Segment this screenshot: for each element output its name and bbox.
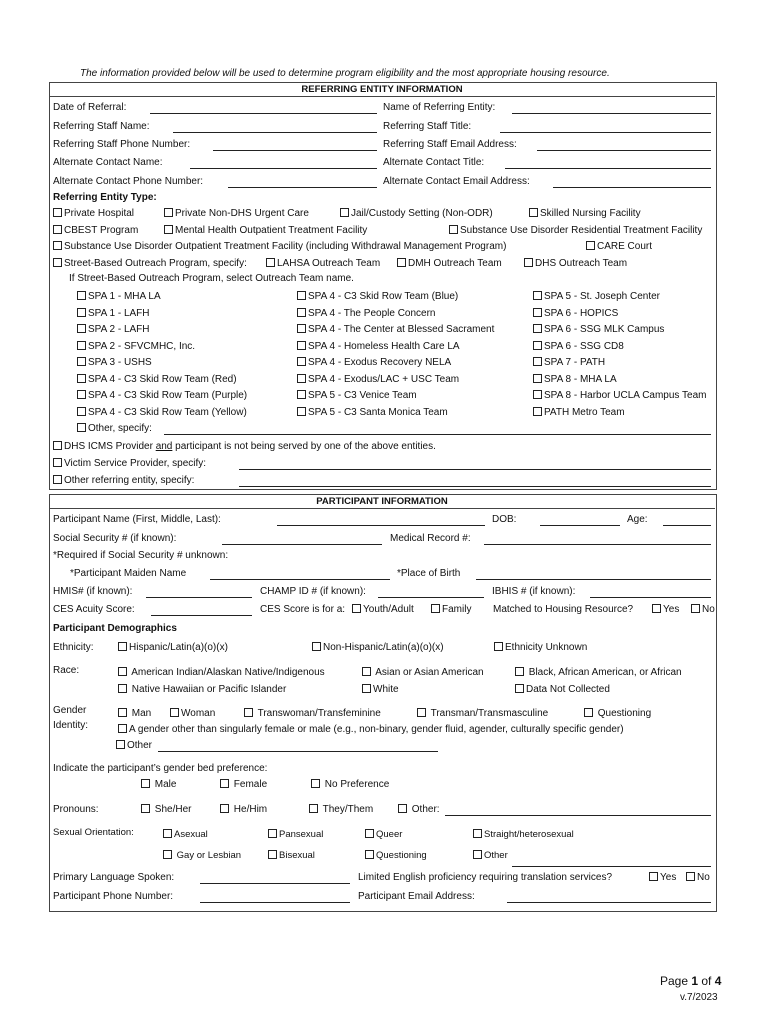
- bed-pref-male[interactable]: Male: [141, 779, 176, 791]
- alt-name-label: Alternate Contact Name:: [53, 157, 163, 168]
- checkbox[interactable]: [524, 258, 533, 267]
- orientation-asexual[interactable]: Asexual: [163, 829, 208, 841]
- entity-type-label: Referring Entity Type:: [53, 192, 157, 203]
- bed-pref-none[interactable]: No Preference: [311, 779, 389, 791]
- hmis-field[interactable]: [146, 597, 252, 598]
- participant-phone-label: Participant Phone Number:: [53, 891, 174, 902]
- date-of-referral-label: Date of Referral:: [53, 102, 127, 113]
- checkbox[interactable]: [397, 258, 406, 267]
- checkbox[interactable]: [77, 291, 86, 300]
- checkbox[interactable]: [53, 458, 62, 467]
- team-col2-1[interactable]: SPA 4 - The People Concern: [297, 308, 436, 320]
- staff-name-field[interactable]: [173, 132, 377, 133]
- youth-adult-option[interactable]: Youth/Adult: [352, 604, 414, 616]
- ethnicity-hispanic[interactable]: Hispanic/Latin(a)(o)(x): [118, 642, 228, 654]
- checkbox[interactable]: [584, 708, 593, 717]
- checkbox[interactable]: [53, 241, 62, 250]
- primary-language-field[interactable]: [200, 883, 350, 884]
- team-col3-0[interactable]: SPA 5 - St. Joseph Center: [533, 291, 660, 303]
- mental-health-option[interactable]: Mental Health Outpatient Treatment Facility: [164, 225, 367, 237]
- team-col3-5[interactable]: SPA 8 - MHA LA: [533, 374, 617, 386]
- dmh-option[interactable]: DMH Outreach Team: [397, 258, 502, 270]
- participant-header: PARTICIPANT INFORMATION: [49, 494, 715, 509]
- checkbox[interactable]: [163, 850, 172, 859]
- checkbox[interactable]: [362, 684, 371, 693]
- orientation-gay-lesbian[interactable]: Gay or Lesbian: [163, 850, 241, 862]
- primary-language-label: Primary Language Spoken:: [53, 872, 175, 883]
- checkbox[interactable]: [141, 779, 150, 788]
- victim-service-field[interactable]: [239, 469, 711, 470]
- team-col3-7[interactable]: PATH Metro Team: [533, 407, 625, 419]
- champ-field[interactable]: [378, 597, 484, 598]
- team-col1-3[interactable]: SPA 2 - SFVCMHC, Inc.: [77, 341, 195, 353]
- pronoun-he[interactable]: He/Him: [220, 804, 267, 816]
- dhs-icms-option[interactable]: DHS ICMS Provider and participant is not being served by one of the above entities.: [53, 441, 436, 453]
- demographics-title: Participant Demographics: [53, 623, 177, 634]
- gender-questioning[interactable]: Questioning: [584, 708, 651, 720]
- gender-other-field[interactable]: [158, 751, 438, 752]
- team-col2-3[interactable]: SPA 4 - Homeless Health Care LA: [297, 341, 460, 353]
- dob-field[interactable]: [540, 525, 620, 526]
- version-label: v.7/2023: [680, 992, 718, 1003]
- checkbox[interactable]: [533, 308, 542, 317]
- team-col3-1[interactable]: SPA 6 - HOPICS: [533, 308, 618, 320]
- intro-text: The information provided below will be used to determine program eligibility and the most appropriate housing resource.: [80, 68, 610, 79]
- checkbox[interactable]: [77, 390, 86, 399]
- team-col2-0[interactable]: SPA 4 - C3 Skid Row Team (Blue): [297, 291, 458, 303]
- checkbox[interactable]: [417, 708, 426, 717]
- team-col2-5[interactable]: SPA 4 - Exodus/LAC + USC Team: [297, 374, 459, 386]
- gender-label: Gender: [53, 705, 87, 716]
- team-col1-5[interactable]: SPA 4 - C3 Skid Row Team (Red): [77, 374, 237, 386]
- checkbox[interactable]: [533, 357, 542, 366]
- dob-label: DOB:: [492, 514, 517, 525]
- team-col1-4[interactable]: SPA 3 - USHS: [77, 357, 152, 369]
- participant-email-field[interactable]: [507, 902, 711, 903]
- checkbox[interactable]: [431, 604, 440, 613]
- other-team-option[interactable]: Other, specify:: [77, 423, 152, 435]
- participant-name-field[interactable]: [277, 525, 485, 526]
- checkbox[interactable]: [116, 740, 125, 749]
- bed-pref-label: Indicate the participant’s gender bed preference:: [53, 763, 268, 774]
- orientation-label: Sexual Orientation:: [53, 827, 134, 838]
- orientation-other[interactable]: Other: [473, 850, 508, 862]
- staff-name-label: Referring Staff Name:: [53, 121, 150, 132]
- checkbox[interactable]: [53, 258, 62, 267]
- orientation-bisexual[interactable]: Bisexual: [268, 850, 315, 862]
- checkbox[interactable]: [515, 684, 524, 693]
- checkbox[interactable]: [649, 872, 658, 881]
- checkbox[interactable]: [118, 708, 127, 717]
- checkbox[interactable]: [118, 684, 127, 693]
- checkbox[interactable]: [515, 667, 524, 676]
- gender-transwoman[interactable]: Transwoman/Transfeminine: [244, 708, 381, 720]
- care-court-option[interactable]: CARE Court: [586, 241, 652, 253]
- team-col1-0[interactable]: SPA 1 - MHA LA: [77, 291, 161, 303]
- other-entity-option[interactable]: Other referring entity, specify:: [53, 475, 194, 487]
- checkbox[interactable]: [268, 850, 277, 859]
- checkbox[interactable]: [220, 804, 229, 813]
- checkbox[interactable]: [352, 604, 361, 613]
- place-of-birth-label: *Place of Birth: [397, 568, 461, 579]
- checkbox[interactable]: [297, 324, 306, 333]
- team-col1-2[interactable]: SPA 2 - LAFH: [77, 324, 150, 336]
- date-of-referral-field[interactable]: [150, 113, 377, 114]
- race-label: Race:: [53, 665, 80, 676]
- ethnicity-non-hispanic[interactable]: Non-Hispanic/Latin(a)(o)(x): [312, 642, 444, 654]
- champ-label: CHAMP ID # (if known):: [260, 586, 366, 597]
- alt-email-field[interactable]: [553, 187, 711, 188]
- checkbox[interactable]: [365, 829, 374, 838]
- checkbox[interactable]: [365, 850, 374, 859]
- referring-entity-header: REFERRING ENTITY INFORMATION: [49, 82, 715, 97]
- sud-residential-option[interactable]: Substance Use Disorder Residential Treatment Facility: [449, 225, 702, 237]
- checkbox[interactable]: [529, 208, 538, 217]
- pronoun-they[interactable]: They/Them: [309, 804, 373, 816]
- checkbox[interactable]: [533, 341, 542, 350]
- participant-email-label: Participant Email Address:: [358, 891, 475, 902]
- checkbox[interactable]: [164, 208, 173, 217]
- checkbox[interactable]: [297, 308, 306, 317]
- staff-title-field[interactable]: [500, 132, 711, 133]
- pronoun-other[interactable]: Other:: [398, 804, 440, 816]
- outreach-prompt: If Street-Based Outreach Program, select Outreach Team name.: [69, 273, 354, 284]
- checkbox[interactable]: [533, 324, 542, 333]
- limited-english-yes[interactable]: Yes: [649, 872, 676, 884]
- team-col2-7[interactable]: SPA 5 - C3 Santa Monica Team: [297, 407, 448, 419]
- ces-score-field[interactable]: [151, 615, 252, 616]
- matched-label: Matched to Housing Resource?: [493, 604, 634, 615]
- checkbox[interactable]: [118, 642, 127, 651]
- checkbox[interactable]: [53, 475, 62, 484]
- name-entity-field[interactable]: [512, 113, 711, 114]
- participant-name-label: Participant Name (First, Middle, Last):: [53, 514, 221, 525]
- checkbox[interactable]: [118, 667, 127, 676]
- cbest-option[interactable]: CBEST Program: [53, 225, 138, 237]
- checkbox[interactable]: [53, 208, 62, 217]
- orientation-straight[interactable]: Straight/heterosexual: [473, 829, 574, 841]
- team-col3-6[interactable]: SPA 8 - Harbor UCLA Campus Team: [533, 390, 706, 402]
- race-not-collected[interactable]: Data Not Collected: [515, 684, 610, 696]
- bed-pref-female[interactable]: Female: [220, 779, 267, 791]
- checkbox[interactable]: [691, 604, 700, 613]
- checkbox[interactable]: [398, 804, 407, 813]
- alt-email-label: Alternate Contact Email Address:: [383, 176, 530, 187]
- checkbox[interactable]: [473, 850, 482, 859]
- orientation-other-field[interactable]: [512, 866, 711, 867]
- team-col1-7[interactable]: SPA 4 - C3 Skid Row Team (Yellow): [77, 407, 247, 419]
- required-note: *Required if Social Security # unknown:: [53, 550, 229, 561]
- team-col3-4[interactable]: SPA 7 - PATH: [533, 357, 605, 369]
- checkbox[interactable]: [77, 357, 86, 366]
- sud-outpatient-option[interactable]: Substance Use Disorder Outpatient Treatment Facility (including Withdrawal Management Program): [53, 241, 506, 253]
- checkbox[interactable]: [297, 407, 306, 416]
- age-label: Age:: [627, 514, 648, 525]
- checkbox[interactable]: [297, 374, 306, 383]
- checkbox[interactable]: [118, 724, 127, 733]
- checkbox[interactable]: [268, 829, 277, 838]
- staff-phone-label: Referring Staff Phone Number:: [53, 139, 191, 150]
- medical-record-field[interactable]: [484, 544, 711, 545]
- race-native-hawaiian[interactable]: Native Hawaiian or Pacific Islander: [118, 684, 286, 696]
- place-of-birth-field[interactable]: [476, 579, 711, 580]
- team-col2-6[interactable]: SPA 5 - C3 Venice Team: [297, 390, 417, 402]
- checkbox[interactable]: [473, 829, 482, 838]
- checkbox[interactable]: [163, 829, 172, 838]
- checkbox[interactable]: [77, 423, 86, 432]
- race-black[interactable]: Black, African American, or African: [515, 667, 682, 679]
- ces-score-label: CES Acuity Score:: [53, 604, 135, 615]
- team-col2-2[interactable]: SPA 4 - The Center at Blessed Sacrament: [297, 324, 494, 336]
- alt-title-field[interactable]: [505, 168, 711, 169]
- participant-phone-field[interactable]: [200, 902, 350, 903]
- checkbox[interactable]: [494, 642, 503, 651]
- name-entity-label: Name of Referring Entity:: [383, 102, 496, 113]
- dhs-option[interactable]: DHS Outreach Team: [524, 258, 627, 270]
- alt-phone-field[interactable]: [228, 187, 377, 188]
- checkbox[interactable]: [533, 407, 542, 416]
- orientation-pansexual[interactable]: Pansexual: [268, 829, 323, 841]
- checkbox[interactable]: [77, 374, 86, 383]
- checkbox[interactable]: [362, 667, 371, 676]
- gender-transman[interactable]: Transman/Transmasculine: [417, 708, 548, 720]
- gender-man[interactable]: Man: [118, 708, 151, 720]
- checkbox[interactable]: [297, 390, 306, 399]
- team-col2-4[interactable]: SPA 4 - Exodus Recovery NELA: [297, 357, 451, 369]
- victim-service-option[interactable]: Victim Service Provider, specify:: [53, 458, 206, 470]
- checkbox[interactable]: [297, 291, 306, 300]
- team-col3-2[interactable]: SPA 6 - SSG MLK Campus: [533, 324, 664, 336]
- checkbox[interactable]: [686, 872, 695, 881]
- checkbox[interactable]: [164, 225, 173, 234]
- ibhis-label: IBHIS # (if known):: [492, 586, 576, 597]
- ibhis-field[interactable]: [590, 597, 711, 598]
- orientation-questioning[interactable]: Questioning: [365, 850, 427, 862]
- ethnicity-unknown[interactable]: Ethnicity Unknown: [494, 642, 587, 654]
- pronoun-she[interactable]: She/Her: [141, 804, 191, 816]
- alt-name-field[interactable]: [190, 168, 377, 169]
- race-asian[interactable]: Asian or Asian American: [362, 667, 484, 679]
- checkbox[interactable]: [53, 441, 62, 450]
- staff-email-field[interactable]: [537, 150, 711, 151]
- pronoun-other-field[interactable]: [445, 815, 711, 816]
- skilled-nursing-option[interactable]: Skilled Nursing Facility: [529, 208, 641, 220]
- jail-option[interactable]: Jail/Custody Setting (Non-ODR): [340, 208, 493, 220]
- checkbox[interactable]: [533, 390, 542, 399]
- ces-for-label: CES Score is for a:: [260, 604, 346, 615]
- lahsa-option[interactable]: LAHSA Outreach Team: [266, 258, 380, 270]
- orientation-queer[interactable]: Queer: [365, 829, 402, 841]
- staff-phone-field[interactable]: [213, 150, 377, 151]
- ssn-field[interactable]: [222, 544, 382, 545]
- checkbox[interactable]: [77, 341, 86, 350]
- age-field[interactable]: [663, 525, 711, 526]
- other-entity-field[interactable]: [239, 486, 711, 487]
- page-number: Page 1 of 4: [660, 974, 722, 988]
- checkbox[interactable]: [297, 341, 306, 350]
- matched-no-option[interactable]: No: [691, 604, 715, 616]
- alt-phone-label: Alternate Contact Phone Number:: [53, 176, 204, 187]
- checkbox[interactable]: [312, 642, 321, 651]
- alt-title-label: Alternate Contact Title:: [383, 157, 485, 168]
- other-team-field[interactable]: [164, 434, 711, 435]
- street-outreach-option[interactable]: Street-Based Outreach Program, specify:: [53, 258, 247, 270]
- team-col1-6[interactable]: SPA 4 - C3 Skid Row Team (Purple): [77, 390, 247, 402]
- checkbox[interactable]: [244, 708, 253, 717]
- ssn-label: Social Security # (if known):: [53, 533, 177, 544]
- hmis-label: HMIS# (if known):: [53, 586, 133, 597]
- checkbox[interactable]: [533, 291, 542, 300]
- checkbox[interactable]: [297, 357, 306, 366]
- checkbox[interactable]: [77, 308, 86, 317]
- team-col3-3[interactable]: SPA 6 - SSG CD8: [533, 341, 624, 353]
- gender-other[interactable]: Other: [116, 740, 152, 752]
- checkbox[interactable]: [170, 708, 179, 717]
- race-american-indian[interactable]: American Indian/Alaskan Native/Indigenous: [118, 667, 325, 679]
- checkbox[interactable]: [53, 225, 62, 234]
- identity-label: Identity:: [53, 720, 89, 731]
- checkbox[interactable]: [141, 804, 150, 813]
- matched-yes-option[interactable]: Yes: [652, 604, 679, 616]
- race-white[interactable]: White: [362, 684, 399, 696]
- checkbox[interactable]: [77, 324, 86, 333]
- limited-english-label: Limited English proficiency requiring translation services?: [358, 872, 613, 883]
- family-option[interactable]: Family: [431, 604, 471, 616]
- checkbox[interactable]: [533, 374, 542, 383]
- checkbox[interactable]: [309, 804, 318, 813]
- ethnicity-label: Ethnicity:: [53, 642, 94, 653]
- team-col1-1[interactable]: SPA 1 - LAFH: [77, 308, 150, 320]
- maiden-name-label: *Participant Maiden Name: [70, 568, 187, 579]
- checkbox[interactable]: [586, 241, 595, 250]
- maiden-name-field[interactable]: [210, 579, 390, 580]
- gender-other-than[interactable]: A gender other than singularly female or male (e.g., non-binary, gender fluid, agender, culturally specific gender): [118, 724, 624, 736]
- private-hospital-option[interactable]: Private Hospital: [53, 208, 134, 220]
- staff-email-label: Referring Staff Email Address:: [383, 139, 517, 150]
- checkbox[interactable]: [652, 604, 661, 613]
- medical-record-label: Medical Record #:: [390, 533, 471, 544]
- checkbox[interactable]: [220, 779, 229, 788]
- gender-woman[interactable]: Woman: [170, 708, 215, 720]
- checkbox[interactable]: [266, 258, 275, 267]
- checkbox[interactable]: [311, 779, 320, 788]
- checkbox[interactable]: [340, 208, 349, 217]
- checkbox[interactable]: [449, 225, 458, 234]
- staff-title-label: Referring Staff Title:: [383, 121, 472, 132]
- private-urgent-option[interactable]: Private Non-DHS Urgent Care: [164, 208, 309, 220]
- pronouns-label: Pronouns:: [53, 804, 99, 815]
- limited-english-no[interactable]: No: [686, 872, 710, 884]
- checkbox[interactable]: [77, 407, 86, 416]
